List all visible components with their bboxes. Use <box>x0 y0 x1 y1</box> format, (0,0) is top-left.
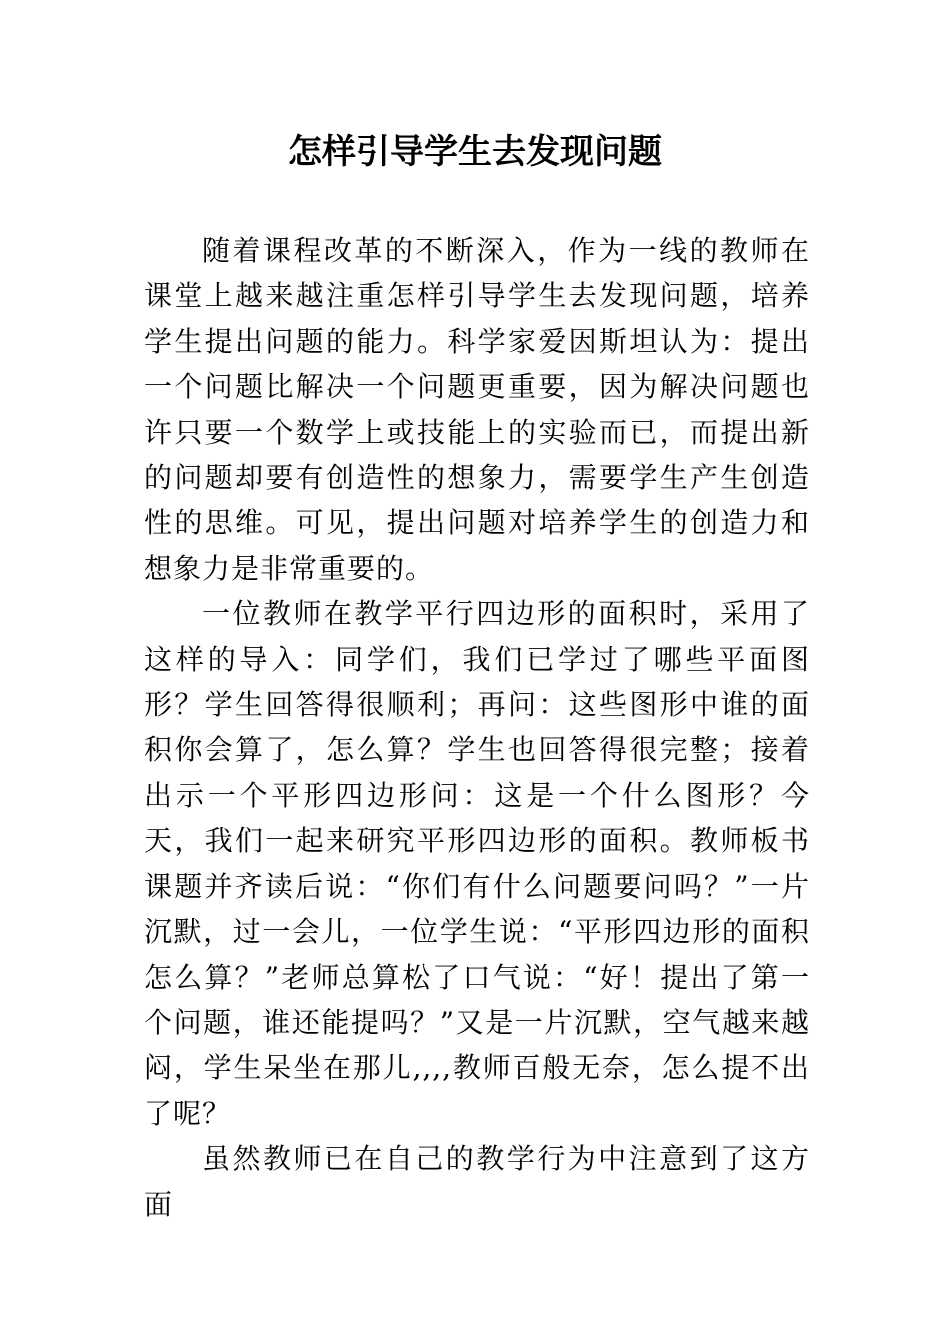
document-body <box>144 228 810 1227</box>
paragraph-3: 虽然教师已在自己的教学行为中注意到了这方面 <box>144 1142 810 1221</box>
paragraph-1: 随着课程改革的不断深入，作为一线的教师在课堂上越来越注重怎样引导学生去发现问题，培养学生提出问题的能力。科学家爱因斯坦认为：提出一个问题比解决一个问题更重要，因为解决问题也许只要一个数学上或技能上的实验而已，而提出新的问题却要有创造性的想象力，需要学生产生创造性的思维。可见，提出问题对培养学生的创造力和想象力是非常重要的。 <box>144 234 810 585</box>
document-title: 怎样引导学生去发现问题 <box>288 132 662 172</box>
paragraph-2: 一位教师在教学平行四边形的面积时，采用了这样的导入：同学们，我们已学过了哪些平面图形？学生回答得很顺利；再问：这些图形中谁的面积你会算了，怎么算？学生也回答得很完整；接着出示一个平形四边形问：这是一个什么图形？今天，我们一起来研究平形四边形的面积。教师板书课题并齐读后说：“你们有什么问题要问吗？”一片沉默，过一会儿，一位学生说：“平形四边形的面积怎么算？”老师总算松了口气说：“好！提出了第一个问题，谁还能提吗？”又是一片沉默，空气越来越闷，学生呆坐在那儿,,,,教师百般无奈，怎么提不出了呢？ <box>144 597 810 1130</box>
